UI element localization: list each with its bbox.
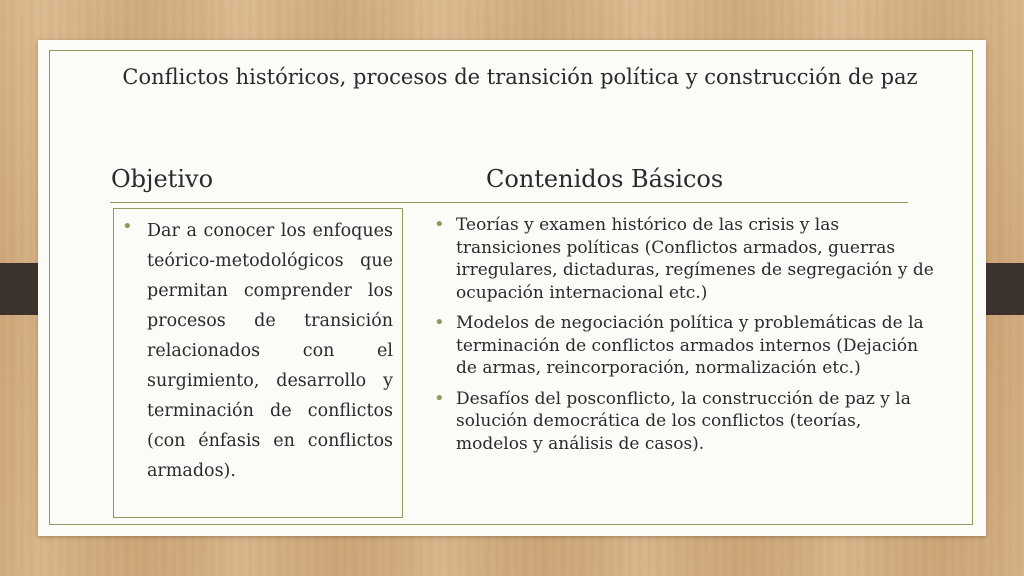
slide-title: Conflictos históricos, procesos de transición política y construcción de paz: [122, 65, 918, 89]
bullet-icon: •: [434, 312, 445, 333]
objective-bullet-icon: •: [122, 216, 133, 237]
contents-item-text: Teorías y examen histórico de las crisis y las transiciones políticas (Conflictos armados, guerras irregulares, dictaduras, regímenes de segregación y de ocupación internacional etc.): [456, 215, 934, 303]
contents-heading: Contenidos Básicos: [486, 165, 724, 193]
contents-item: [432, 388, 937, 456]
bullet-icon: •: [434, 387, 445, 409]
objective-text: Dar a conocer los enfoques teórico-metodológicos que permitan comprender los procesos de transición relacionados con el surgimiento, desarrollo y terminación de conflictos (con énfasis en conflictos armados).: [147, 221, 393, 481]
objective-heading: Objetivo: [111, 165, 214, 193]
contents-list: [432, 214, 937, 463]
contents-item-text: Desafíos del posconflicto, la construcción de paz y la solución democrática de los conflictos (teorías, modelos y análisis de casos).: [456, 388, 911, 454]
bullet-icon: •: [434, 214, 445, 235]
contents-item-text: Modelos de negociación política y problemáticas de la terminación de conflictos armados internos (Dejación de armas, reincorporación, normalización etc.): [456, 313, 924, 378]
contents-item: [432, 312, 937, 380]
contents-item: [432, 214, 937, 304]
heading-divider: [110, 202, 908, 203]
